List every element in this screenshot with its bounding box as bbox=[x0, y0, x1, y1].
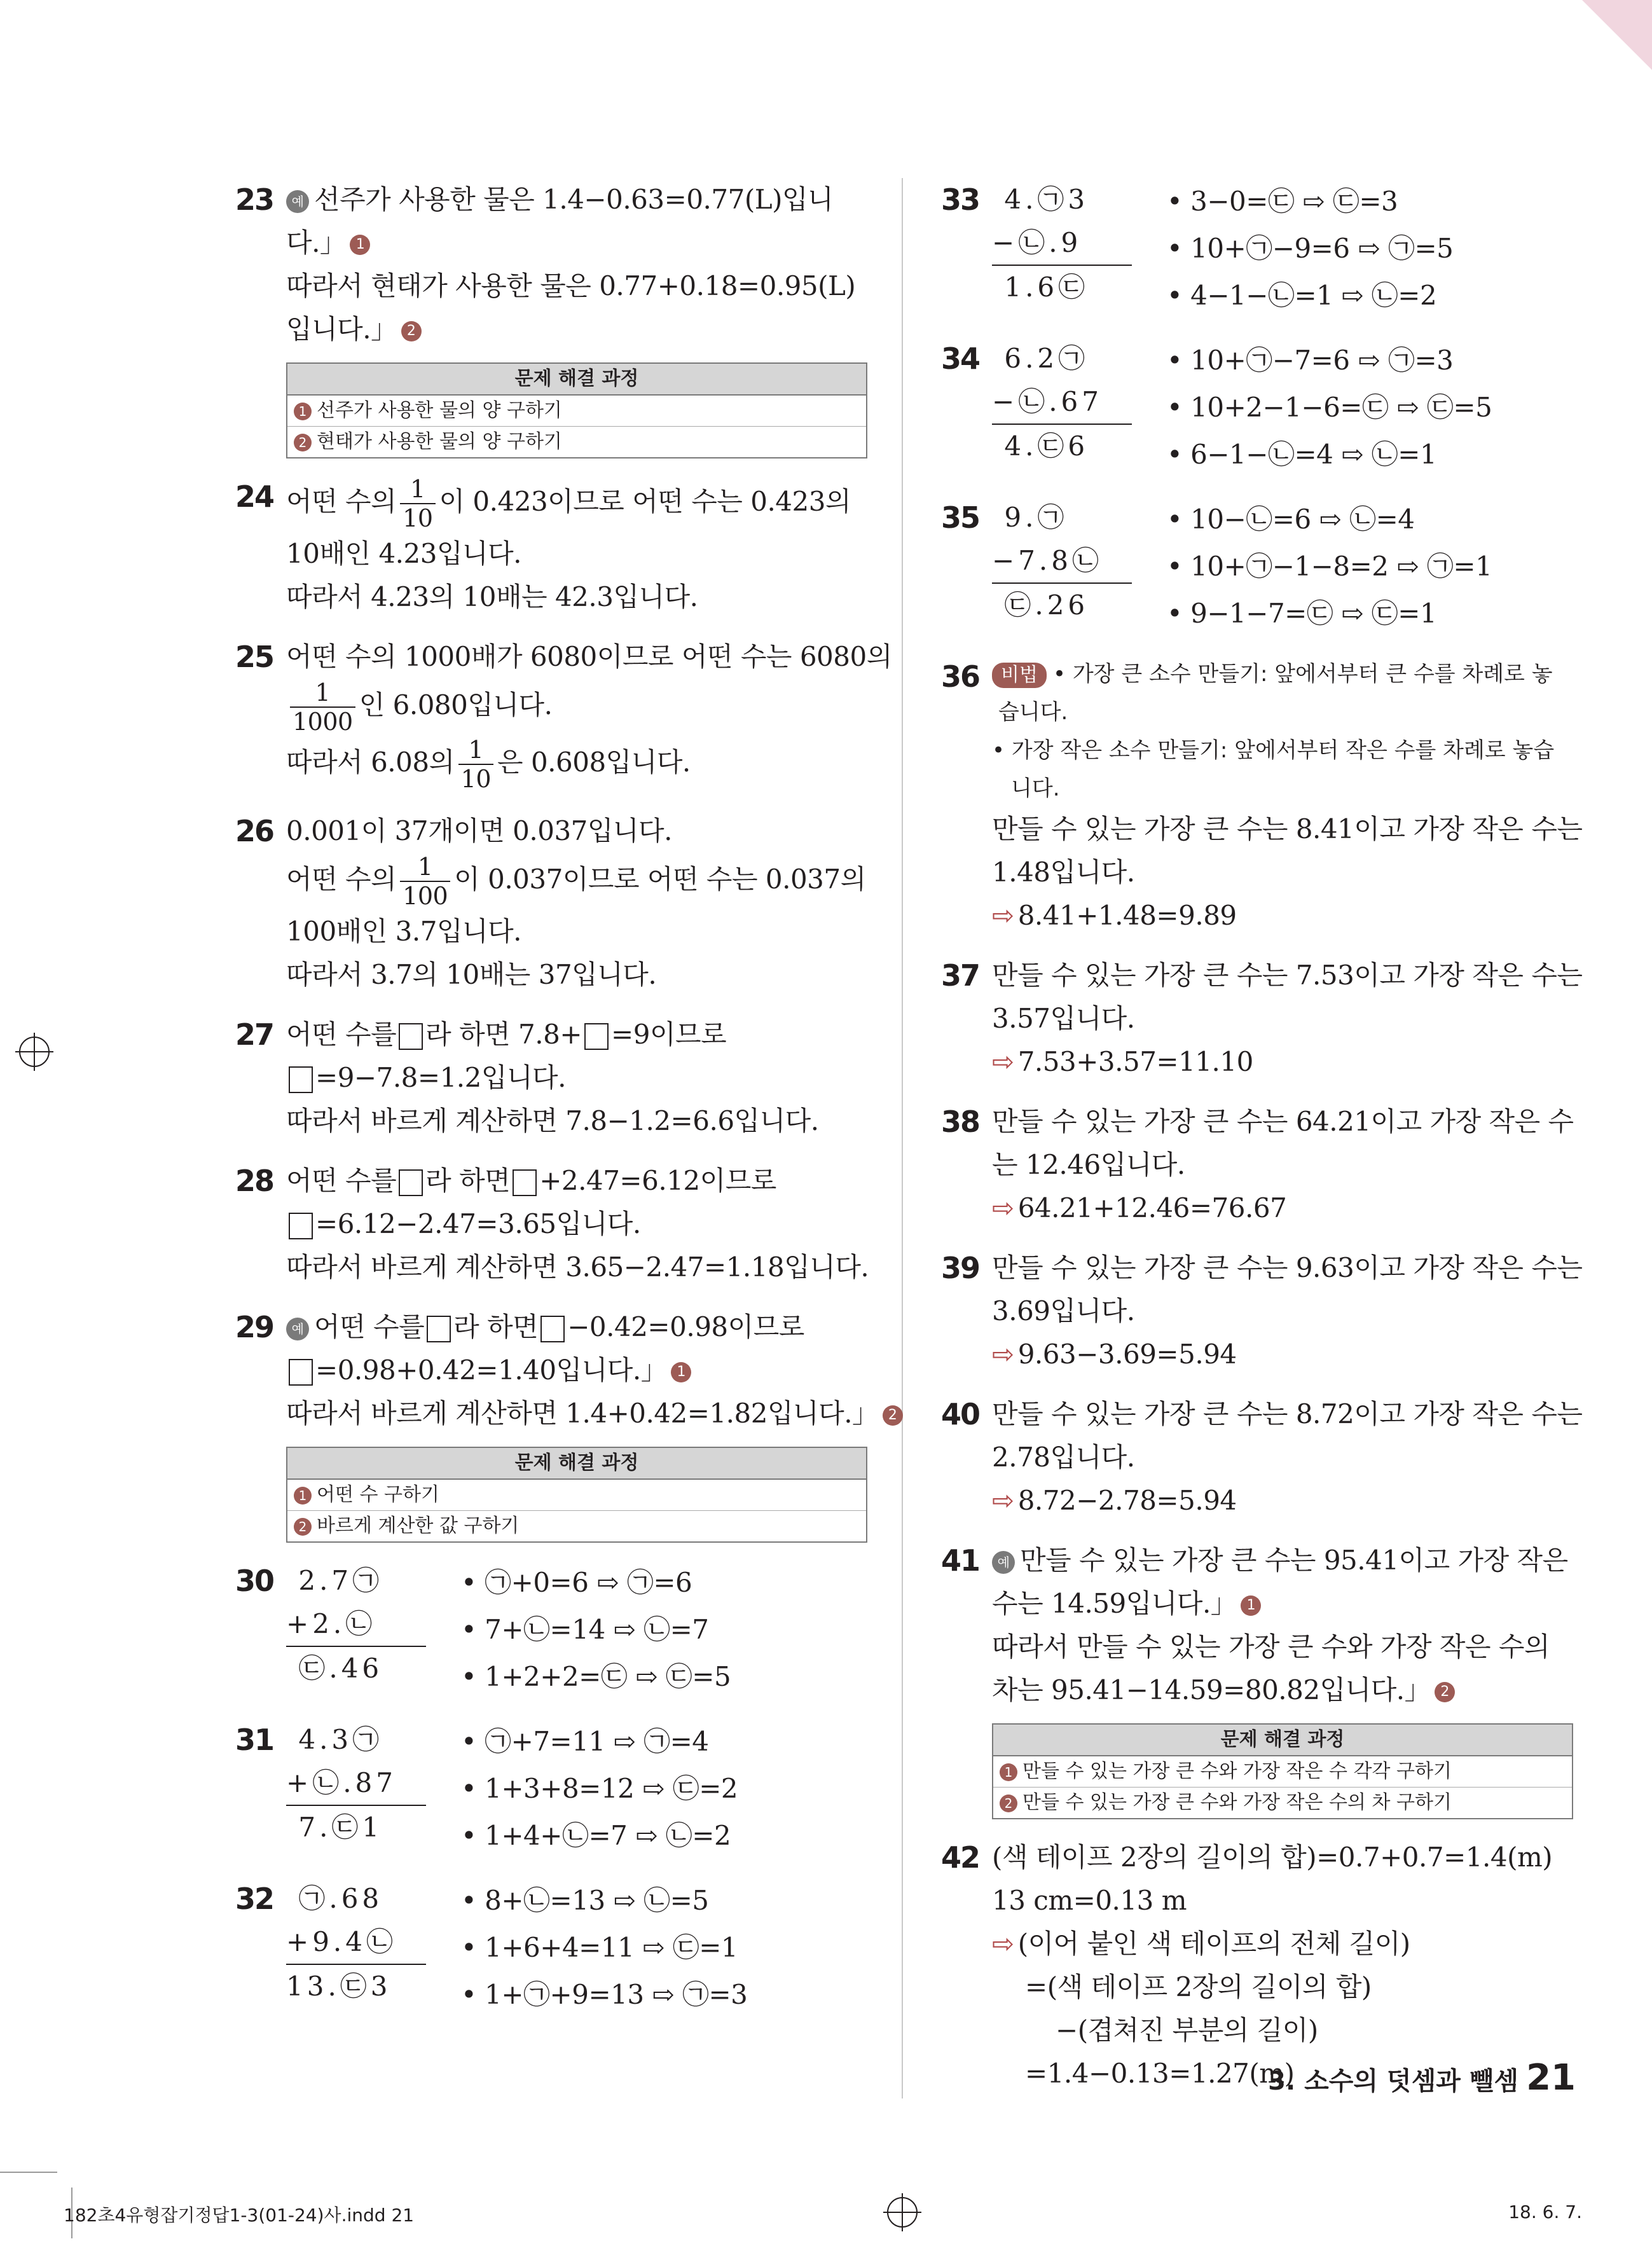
text: (이어 붙인 색 테이프의 전체 길이) bbox=[1017, 1928, 1410, 1959]
step: • 8+㉡=13 ⇨ ㉡=5 bbox=[461, 1885, 709, 1916]
text: 다.」 bbox=[286, 227, 347, 258]
line bbox=[286, 221, 871, 265]
blank-box bbox=[289, 1359, 313, 1386]
step-mark-1: 1 bbox=[1241, 1595, 1261, 1616]
chapter-title: 3. 소수의 덧셈과 뺄셈 bbox=[1268, 2067, 1519, 2096]
table-header: 문제 해결 과정 bbox=[287, 1448, 866, 1480]
line: =(색 테이프 2장의 길이의 합) bbox=[1025, 1971, 1372, 2002]
text: 어떤 수 구하기 bbox=[317, 1484, 439, 1506]
text: −0.42=0.98이므로 bbox=[567, 1311, 804, 1342]
text: +2.47=6.12이므로 bbox=[539, 1165, 776, 1196]
calc-row: −7.8㉡ bbox=[992, 545, 1103, 576]
line bbox=[992, 1582, 1583, 1625]
problem-29 bbox=[235, 1306, 897, 1543]
arrow-icon: ⇨ bbox=[992, 900, 1014, 931]
line bbox=[286, 1392, 897, 1435]
text: 따라서 바르게 계산하면 1.4+0.42=1.82입니다.」 bbox=[286, 1398, 879, 1429]
text: 라 하면 bbox=[453, 1311, 539, 1342]
line: −(겹쳐진 부분의 길이) bbox=[1056, 2015, 1318, 2046]
problem-number: 25 bbox=[235, 640, 274, 674]
arrow-icon: ⇨ bbox=[992, 1339, 1014, 1370]
text: 라 하면 7.8+ bbox=[425, 1019, 582, 1050]
vertical-calculation bbox=[286, 1718, 432, 1849]
problem-38 bbox=[941, 1100, 1583, 1230]
step: • 1+6+4=11 ⇨ ㉢=1 bbox=[461, 1932, 738, 1963]
problem-number: 30 bbox=[235, 1564, 274, 1598]
line: 100배인 3.7입니다. bbox=[286, 916, 522, 947]
line: 어떤 수의 1000배가 6080이므로 어떤 수는 6080의 bbox=[286, 641, 892, 672]
corner-decoration bbox=[1582, 0, 1652, 70]
tip-line: • 가장 작은 소수 만들기: 앞에서부터 작은 수를 차례로 놓습 bbox=[992, 738, 1555, 763]
calc-row: +9.4㉡ bbox=[286, 1926, 397, 1957]
line: 따라서 4.23의 10배는 42.3입니다. bbox=[286, 581, 698, 612]
table-row bbox=[287, 426, 866, 457]
calc-rule bbox=[286, 1964, 426, 1965]
text: 현태가 사용한 물의 양 구하기 bbox=[317, 431, 562, 453]
text: 만들 수 있는 가장 큰 수는 95.41이고 가장 작은 bbox=[1020, 1545, 1568, 1576]
text: =6.12−2.47=3.65입니다. bbox=[315, 1208, 641, 1239]
problem-37 bbox=[941, 954, 1583, 1084]
problem-number: 42 bbox=[941, 1840, 980, 1875]
table-row bbox=[287, 1510, 866, 1541]
denominator: 10 bbox=[403, 504, 433, 532]
text: =0.98+0.42=1.40입니다.」 bbox=[315, 1354, 668, 1386]
tip-badge: 비법 bbox=[992, 663, 1047, 688]
problem-32 bbox=[235, 1877, 871, 2023]
table-row bbox=[287, 396, 866, 426]
line: =1.4−0.13=1.27(m) bbox=[1025, 2058, 1295, 2089]
problem-30 bbox=[235, 1559, 871, 1705]
step: • ㉠+7=11 ⇨ ㉠=4 bbox=[461, 1726, 709, 1757]
problem-number: 36 bbox=[941, 659, 980, 694]
step: • 7+㉡=14 ⇨ ㉡=7 bbox=[461, 1614, 709, 1645]
text: 인 6.080입니다. bbox=[359, 689, 553, 720]
tip-line bbox=[992, 655, 1583, 693]
table-row bbox=[993, 1756, 1572, 1787]
step-mark-1: 1 bbox=[294, 1487, 312, 1505]
vertical-calculation bbox=[992, 178, 1138, 309]
tip-line: 습니다. bbox=[998, 699, 1068, 725]
problem-26 bbox=[235, 810, 871, 996]
fraction bbox=[400, 853, 450, 910]
calc-row: ㉠.68 bbox=[286, 1883, 383, 1914]
blank-box bbox=[399, 1023, 423, 1050]
line: 만들 수 있는 가장 큰 수는 8.41이고 가장 작은 수는 bbox=[992, 813, 1583, 844]
tip-line: 니다. bbox=[1011, 776, 1060, 801]
table-row bbox=[287, 1480, 866, 1510]
step: • 1+3+8=12 ⇨ ㉢=2 bbox=[461, 1773, 738, 1804]
calc-row: ㉢.46 bbox=[286, 1653, 383, 1684]
vertical-calculation bbox=[286, 1877, 432, 2008]
step-mark-2: 2 bbox=[1435, 1682, 1455, 1702]
denominator: 1000 bbox=[293, 708, 353, 736]
blank-box bbox=[584, 1023, 609, 1050]
step: • 10+㉠−7=6 ⇨ ㉠=3 bbox=[1167, 345, 1454, 376]
step: • 10−㉡=6 ⇨ ㉡=4 bbox=[1167, 504, 1415, 535]
line bbox=[992, 1187, 1583, 1230]
line bbox=[286, 475, 871, 532]
solution-process-table bbox=[286, 362, 867, 458]
line bbox=[286, 1349, 871, 1392]
blank-box bbox=[289, 1066, 313, 1093]
registration-mark-icon bbox=[887, 2197, 918, 2228]
step-mark-1: 1 bbox=[350, 235, 370, 255]
column-divider bbox=[902, 178, 903, 2098]
step-mark-1: 1 bbox=[294, 403, 312, 420]
step: • 9−1−7=㉢ ⇨ ㉢=1 bbox=[1167, 598, 1437, 629]
calc-steps bbox=[1167, 178, 1453, 319]
line: 만들 수 있는 가장 큰 수는 7.53이고 가장 작은 수는 bbox=[992, 960, 1583, 991]
line bbox=[286, 178, 871, 221]
calc-row: 13.㉢3 bbox=[286, 1971, 392, 2002]
calc-row: +㉡.87 bbox=[286, 1767, 397, 1798]
text: 어떤 수를 bbox=[286, 1165, 397, 1196]
problem-number: 27 bbox=[235, 1017, 274, 1052]
problem-number: 34 bbox=[941, 341, 980, 376]
text: 64.21+12.46=76.67 bbox=[1017, 1192, 1287, 1223]
calc-row: ㉢.26 bbox=[992, 589, 1089, 621]
text: =9−7.8=1.2입니다. bbox=[315, 1062, 566, 1093]
line bbox=[286, 1159, 871, 1202]
step-mark-2: 2 bbox=[294, 434, 312, 451]
arrow-icon: ⇨ bbox=[992, 1046, 1014, 1077]
blank-box bbox=[399, 1169, 423, 1196]
problem-number: 32 bbox=[235, 1882, 274, 1916]
line bbox=[992, 1333, 1583, 1376]
chapter-footer bbox=[1268, 2057, 1576, 2098]
problem-34 bbox=[941, 337, 1583, 483]
step: • 1+4+㉡=7 ⇨ ㉡=2 bbox=[461, 1820, 731, 1851]
calc-steps bbox=[461, 1559, 731, 1700]
text: 수는 14.59입니다.」 bbox=[992, 1588, 1237, 1619]
text: 선주가 사용한 물의 양 구하기 bbox=[317, 399, 562, 422]
line: 1.48입니다. bbox=[992, 857, 1135, 888]
blank-box bbox=[513, 1169, 537, 1196]
step-mark-2: 2 bbox=[883, 1405, 903, 1426]
step: • 1+㉠+9=13 ⇨ ㉠=3 bbox=[461, 1979, 748, 2010]
problem-number: 31 bbox=[235, 1723, 274, 1757]
problem-number: 23 bbox=[235, 183, 274, 217]
calc-rule bbox=[992, 265, 1132, 266]
solution-process-table bbox=[992, 1723, 1573, 1819]
line bbox=[286, 1202, 871, 1246]
problem-31 bbox=[235, 1718, 871, 1864]
text: 바르게 계산한 값 구하기 bbox=[317, 1515, 520, 1537]
numerator: 1 bbox=[400, 475, 435, 504]
print-date: 18. 6. 7. bbox=[1508, 2201, 1582, 2222]
problem-number: 26 bbox=[235, 814, 274, 848]
problem-27 bbox=[235, 1013, 871, 1143]
step-mark-2: 2 bbox=[294, 1518, 312, 1536]
line bbox=[286, 736, 871, 793]
line: 2.78입니다. bbox=[992, 1442, 1135, 1473]
calc-row: 7.㉢1 bbox=[286, 1812, 383, 1843]
solution-process-table bbox=[286, 1447, 867, 1543]
table-row bbox=[993, 1787, 1572, 1818]
problem-28 bbox=[235, 1159, 871, 1289]
line bbox=[286, 308, 871, 351]
calc-row: +2.㉡ bbox=[286, 1608, 376, 1639]
calc-steps bbox=[461, 1877, 747, 2018]
line: 10배인 4.23입니다. bbox=[286, 538, 522, 569]
fraction bbox=[400, 475, 435, 532]
text: 은 0.608입니다. bbox=[497, 747, 691, 778]
numerator: 1 bbox=[290, 679, 355, 708]
step: • 10+㉠−1−8=2 ⇨ ㉠=1 bbox=[1167, 551, 1492, 582]
table-header: 문제 해결 과정 bbox=[993, 1725, 1572, 1756]
calc-steps bbox=[1167, 337, 1492, 478]
text: 차는 95.41−14.59=80.82입니다.」 bbox=[992, 1674, 1431, 1705]
line: 만들 수 있는 가장 큰 수는 8.72이고 가장 작은 수는 bbox=[992, 1398, 1583, 1430]
calc-rule bbox=[286, 1646, 426, 1647]
calc-row: −㉡.9 bbox=[992, 227, 1082, 258]
right-column bbox=[941, 178, 1583, 2112]
calc-row: 4.㉢6 bbox=[992, 431, 1089, 462]
problem-24 bbox=[235, 475, 871, 619]
text: 선주가 사용한 물은 1.4−0.63=0.77(L)입니 bbox=[314, 184, 834, 215]
arrow-icon: ⇨ bbox=[992, 1928, 1014, 1959]
text: 입니다.」 bbox=[286, 313, 397, 345]
calc-steps bbox=[461, 1718, 738, 1859]
example-badge: 예 bbox=[286, 190, 309, 213]
line bbox=[992, 1922, 1583, 1966]
problem-41 bbox=[941, 1539, 1583, 1819]
line: 3.57입니다. bbox=[992, 1003, 1135, 1034]
file-name: 182초4유형잡기정답1-3(01-24)사.indd 21 bbox=[64, 2205, 415, 2226]
vertical-calculation bbox=[992, 337, 1138, 468]
calc-row: 2.7㉠ bbox=[286, 1565, 383, 1596]
text: 어떤 수를 bbox=[286, 1019, 397, 1050]
line: 3.69입니다. bbox=[992, 1295, 1135, 1326]
text: 8.72−2.78=5.94 bbox=[1017, 1485, 1237, 1516]
problem-number: 24 bbox=[235, 479, 274, 514]
line bbox=[992, 1040, 1583, 1084]
line: (색 테이프 2장의 길이의 합)=0.7+0.7=1.4(m) bbox=[992, 1842, 1553, 1873]
line: 따라서 현태가 사용한 물은 0.77+0.18=0.95(L) bbox=[286, 270, 856, 301]
step-mark-1: 1 bbox=[1000, 1763, 1017, 1781]
problem-33 bbox=[941, 178, 1583, 324]
problem-number: 33 bbox=[941, 183, 980, 217]
calc-rule bbox=[992, 424, 1132, 425]
text: 따라서 6.08의 bbox=[286, 747, 455, 778]
line: 따라서 만들 수 있는 가장 큰 수와 가장 작은 수의 bbox=[992, 1631, 1550, 1662]
line bbox=[992, 1539, 1583, 1582]
line bbox=[286, 1013, 871, 1056]
problem-36 bbox=[941, 655, 1583, 937]
line: 따라서 바르게 계산하면 7.8−1.2=6.6입니다. bbox=[286, 1105, 819, 1136]
line bbox=[286, 679, 871, 736]
vertical-calculation bbox=[992, 496, 1138, 627]
line: 따라서 3.7의 10배는 37입니다. bbox=[286, 959, 657, 990]
step-mark-2: 2 bbox=[1000, 1795, 1017, 1812]
text: 8.41+1.48=9.89 bbox=[1017, 900, 1237, 931]
line bbox=[286, 853, 871, 910]
calc-row: 4.3㉠ bbox=[286, 1724, 383, 1755]
problem-number: 41 bbox=[941, 1543, 980, 1578]
vertical-calculation bbox=[286, 1559, 432, 1690]
text: 7.53+3.57=11.10 bbox=[1017, 1046, 1253, 1077]
step: • 6−1−㉡=4 ⇨ ㉡=1 bbox=[1167, 439, 1437, 470]
text: 라 하면 bbox=[425, 1165, 511, 1196]
text: • 가장 큰 소수 만들기: 앞에서부터 큰 수를 차례로 놓 bbox=[1052, 661, 1553, 687]
line bbox=[286, 1306, 871, 1349]
fraction bbox=[458, 736, 493, 793]
calc-steps bbox=[1167, 496, 1492, 637]
problem-40 bbox=[941, 1393, 1583, 1522]
step: • 3−0=㉢ ⇨ ㉢=3 bbox=[1167, 186, 1398, 217]
step: • 10+㉠−9=6 ⇨ ㉠=5 bbox=[1167, 233, 1454, 264]
text: 어떤 수의 bbox=[286, 486, 397, 517]
text: =9이므로 bbox=[611, 1019, 727, 1050]
calc-rule bbox=[286, 1805, 426, 1806]
calc-rule bbox=[992, 582, 1132, 584]
line: 13 cm=0.13 m bbox=[992, 1885, 1187, 1916]
step: • 4−1−㉡=1 ⇨ ㉡=2 bbox=[1167, 280, 1437, 311]
text: 9.63−3.69=5.94 bbox=[1017, 1339, 1237, 1370]
example-badge: 예 bbox=[286, 1318, 309, 1340]
problem-number: 40 bbox=[941, 1397, 980, 1431]
problem-number: 29 bbox=[235, 1310, 274, 1344]
problem-42 bbox=[941, 1836, 1583, 2095]
text: 어떤 수를 bbox=[314, 1311, 425, 1342]
step: • ㉠+0=6 ⇨ ㉠=6 bbox=[461, 1567, 692, 1598]
calc-row: 9.㉠ bbox=[992, 502, 1068, 533]
step-mark-1: 1 bbox=[671, 1362, 691, 1382]
calc-row: 1.6㉢ bbox=[992, 272, 1089, 303]
problem-number: 39 bbox=[941, 1251, 980, 1285]
line bbox=[286, 1056, 871, 1099]
step-mark-2: 2 bbox=[401, 321, 422, 341]
line bbox=[992, 1669, 1583, 1712]
problem-25 bbox=[235, 635, 892, 793]
arrow-icon: ⇨ bbox=[992, 1485, 1014, 1516]
line bbox=[992, 1479, 1583, 1522]
text: 이 0.423이므로 어떤 수는 0.423의 bbox=[439, 486, 851, 517]
step: • 10+2−1−6=㉢ ⇨ ㉢=5 bbox=[1167, 392, 1492, 423]
problem-number: 37 bbox=[941, 958, 980, 993]
example-badge: 예 bbox=[992, 1551, 1015, 1574]
blank-box bbox=[540, 1316, 565, 1342]
registration-mark-icon bbox=[19, 1037, 50, 1067]
numerator: 1 bbox=[400, 853, 450, 882]
table-header: 문제 해결 과정 bbox=[287, 364, 866, 396]
text: 만들 수 있는 가장 큰 수와 가장 작은 수의 차 구하기 bbox=[1022, 1791, 1452, 1814]
left-column bbox=[235, 178, 897, 2036]
line: 만들 수 있는 가장 큰 수는 9.63이고 가장 작은 수는 bbox=[992, 1252, 1583, 1283]
text: 어떤 수의 bbox=[286, 864, 397, 895]
problem-35 bbox=[941, 496, 1583, 642]
calc-row: 4.㉠3 bbox=[992, 184, 1089, 215]
step: • 1+2+2=㉢ ⇨ ㉢=5 bbox=[461, 1661, 731, 1692]
text: 만들 수 있는 가장 큰 수와 가장 작은 수 각각 구하기 bbox=[1022, 1760, 1452, 1782]
calc-row: 6.2㉠ bbox=[992, 343, 1089, 374]
line: 따라서 바르게 계산하면 3.65−2.47=1.18입니다. bbox=[286, 1251, 869, 1283]
fraction bbox=[290, 679, 355, 736]
problem-39 bbox=[941, 1246, 1583, 1376]
text: 이 0.037이므로 어떤 수는 0.037의 bbox=[454, 864, 866, 895]
line: 0.001이 37개이면 0.037입니다. bbox=[286, 815, 672, 846]
line: 는 12.46입니다. bbox=[992, 1149, 1185, 1180]
denominator: 10 bbox=[460, 765, 492, 793]
problem-number: 35 bbox=[941, 500, 980, 535]
numerator: 1 bbox=[458, 736, 493, 765]
blank-box bbox=[427, 1316, 451, 1342]
page-number: 21 bbox=[1526, 2057, 1576, 2098]
denominator: 100 bbox=[403, 882, 448, 910]
problem-number: 28 bbox=[235, 1164, 274, 1198]
problem-23 bbox=[235, 178, 871, 458]
crop-mark bbox=[0, 2172, 57, 2173]
arrow-icon: ⇨ bbox=[992, 1192, 1014, 1223]
line bbox=[992, 894, 1583, 937]
line: 만들 수 있는 가장 큰 수는 64.21이고 가장 작은 수 bbox=[992, 1106, 1574, 1137]
blank-box bbox=[289, 1213, 313, 1239]
calc-row: −㉡.67 bbox=[992, 386, 1103, 417]
problem-number: 38 bbox=[941, 1105, 980, 1139]
